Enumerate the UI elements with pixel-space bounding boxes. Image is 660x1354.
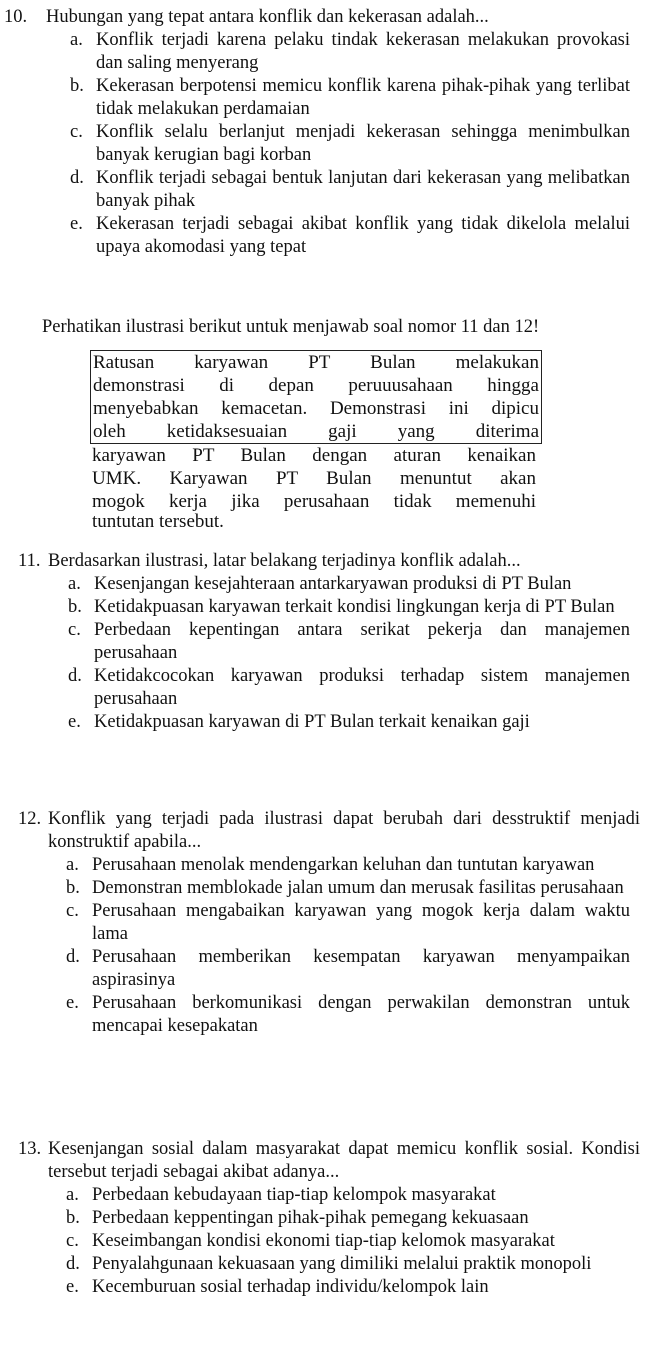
question-12 bbox=[0, 808, 640, 1038]
option-d: d. Ketidakcocokan karyawan produksi terhadap sistem manajemen perusahaan bbox=[68, 666, 630, 709]
option-b: b. Ketidakpuasan karyawan terkait kondisi lingkungan kerja di PT Bulan bbox=[68, 597, 615, 617]
case-line: tuntutan tersebut. bbox=[92, 511, 224, 532]
option-e: e. Kekerasan terjadi sebagai akibat konflik yang tidak dikelola melalui upaya akomodasi yang tepat bbox=[70, 214, 630, 257]
question-number: 13. bbox=[18, 1139, 42, 1159]
case-line: demonstrasi di depan peruuusahaan hingga bbox=[93, 375, 539, 396]
option-c: c. Perbedaan kepentingan antara serikat pekerja dan manajemen perusahaan bbox=[68, 620, 630, 663]
option-a: a. Perusahaan menolak mendengarkan keluhan dan tuntutan karyawan bbox=[66, 855, 595, 875]
question-11 bbox=[0, 550, 640, 734]
option-d: d. Konflik terjadi sebagai bentuk lanjutan dari kekerasan yang melibatkan banyak pihak bbox=[70, 168, 630, 211]
option-a: a. Perbedaan kebudayaan tiap-tiap kelompok masyarakat bbox=[66, 1185, 496, 1205]
case-line: Ratusan karyawan PT Bulan melakukan bbox=[93, 352, 539, 373]
question-text: Kesenjangan sosial dalam masyarakat dapat memicu konflik sosial. Kondisi tersebut terjadi sebagai akibat adanya... bbox=[48, 1139, 640, 1182]
option-a: a. Konflik terjadi karena pelaku tindak kekerasan melakukan provokasi dan saling menyerang bbox=[70, 30, 630, 73]
question-number: 10. bbox=[4, 7, 28, 27]
option-c: c. Konflik selalu berlanjut menjadi kekerasan sehingga menimbulkan banyak kerugian bagi korban bbox=[70, 122, 630, 165]
question-stem bbox=[0, 550, 640, 573]
question-text: Konflik yang terjadi pada ilustrasi dapat berubah dari desstruktif menjadi konstruktif apabila... bbox=[48, 809, 640, 852]
option-a: a. Kesenjangan kesejahteraan antarkaryawan produksi di PT Bulan bbox=[68, 574, 572, 594]
question-stem bbox=[0, 1138, 640, 1184]
case-line: menyebabkan kemacetan. Demonstrasi ini dipicu bbox=[93, 398, 539, 419]
option-c: c. Perusahaan mengabaikan karyawan yang mogok kerja dalam waktu lama bbox=[66, 901, 630, 944]
option-b: b. Demonstran memblokade jalan umum dan merusak fasilitas perusahaan bbox=[66, 878, 624, 898]
case-line: karyawan PT Bulan dengan aturan kenaikan bbox=[92, 445, 536, 466]
case-line: UMK. Karyawan PT Bulan menuntut akan bbox=[92, 468, 536, 489]
question-text: Berdasarkan ilustrasi, latar belakang terjadinya konflik adalah... bbox=[48, 551, 521, 571]
question-number: 12. bbox=[18, 809, 42, 829]
case-line: oleh ketidaksesuaian gaji yang diterima bbox=[93, 421, 539, 442]
option-e: e. Ketidakpuasan karyawan di PT Bulan terkait kenaikan gaji bbox=[68, 712, 530, 732]
option-c: c. Keseimbangan kondisi ekonomi tiap-tiap kelomok masyarakat bbox=[66, 1231, 555, 1251]
option-d: d. Penyalahgunaan kekuasaan yang dimiliki melalui praktik monopoli bbox=[66, 1254, 592, 1274]
question-13 bbox=[0, 1138, 640, 1299]
question-stem bbox=[0, 808, 640, 854]
case-line: mogok kerja jika perusahaan tidak memenuhi bbox=[92, 491, 536, 512]
question-text: Hubungan yang tepat antara konflik dan kekerasan adalah... bbox=[46, 7, 489, 27]
option-b: b. Perbedaan keppentingan pihak-pihak pemegang kekuasaan bbox=[66, 1208, 529, 1228]
instruction-text: Perhatikan ilustrasi berikut untuk menjawab soal nomor 11 dan 12! bbox=[42, 317, 540, 337]
option-b: b. Kekerasan berpotensi memicu konflik karena pihak-pihak yang terlibat tidak melakukan perdamaian bbox=[70, 76, 630, 119]
question-number: 11. bbox=[18, 551, 41, 571]
case-boxed-lines bbox=[90, 350, 542, 444]
question-stem bbox=[0, 6, 640, 29]
option-e: e. Perusahaan berkomunikasi dengan perwakilan demonstran untuk mencapai kesepakatan bbox=[66, 993, 630, 1036]
option-d: d. Perusahaan memberikan kesempatan karyawan menyampaikan aspirasinya bbox=[66, 947, 630, 990]
option-e: e. Kecemburuan sosial terhadap individu/kelompok lain bbox=[66, 1277, 489, 1297]
case-illustration bbox=[92, 350, 539, 532]
question-10 bbox=[0, 6, 640, 259]
